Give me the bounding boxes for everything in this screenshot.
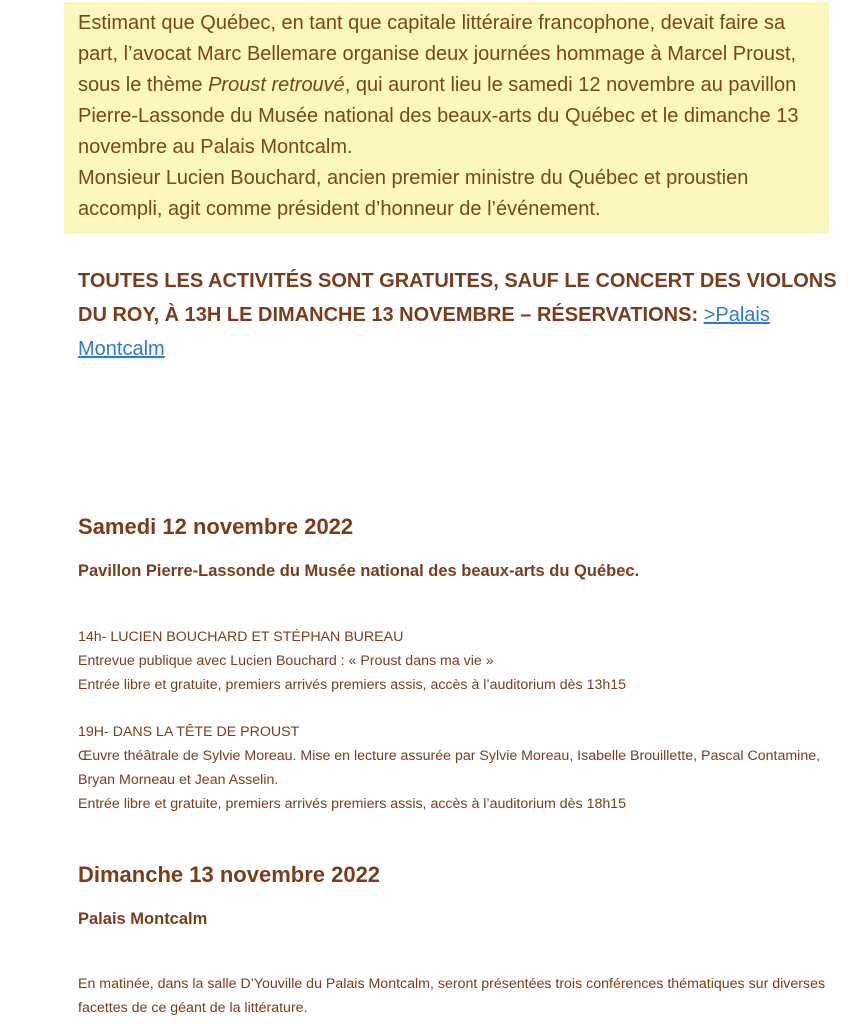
event-description: Œuvre théâtrale de Sylvie Moreau. Mise en lecture assurée par Sylvie Moreau, Isabelle Brouillette, Pascal Contamine, Bryan Morneau et Jean Asselin. — [78, 748, 821, 788]
saturday-venue: Pavillon Pierre-Lassonde du Musée national des beaux-arts du Québec. — [78, 562, 640, 580]
saturday-title: Samedi 12 novembre 2022 — [78, 514, 354, 539]
sunday-venue: Palais Montcalm — [78, 910, 208, 928]
event-heading: 19H- DANS LA TÊTE DE PROUST — [78, 724, 300, 740]
intro-theme: Proust retrouvé — [208, 74, 345, 96]
event-heading: 14h- LUCIEN BOUCHARD ET STÉPHAN BUREAU — [78, 629, 404, 645]
intro-text — [78, 8, 828, 225]
intro-part2: , qui auront lieu le samedi 12 novembre au pavillon Pierre-Lassonde du Musée national des beaux-arts du Québec et le dimanche 13 novembre au Palais Montcalm. — [78, 74, 799, 158]
event-description: Entrevue publique avec Lucien Bouchard : « Proust dans ma vie » — [78, 653, 494, 669]
intro-honorary-president: Monsieur Lucien Bouchard, ancien premier ministre du Québec et proustien accompli, agit comme président d’honneur de l’événement. — [78, 167, 749, 220]
free-activities-notice — [78, 264, 838, 366]
event-access: Entrée libre et gratuite, premiers arrivés premiers assis, accès à l’auditorium dès 18h15 — [78, 796, 627, 812]
sunday-title: Dimanche 13 novembre 2022 — [78, 862, 381, 887]
notice-text: TOUTES LES ACTIVITÉS SONT GRATUITES, SAUF LE CONCERT DES VIOLONS DU ROY, À 13H LE DIMANCHE 13 NOVEMBRE – RÉSERVATIONS: — [78, 270, 837, 326]
saturday-event-1 — [78, 625, 838, 697]
saturday-event-2 — [78, 720, 838, 816]
event-access: Entrée libre et gratuite, premiers arrivés premiers assis, accès à l’auditorium dès 13h15 — [78, 677, 627, 693]
intro-paragraph — [78, 8, 828, 163]
sunday-paragraph: En matinée, dans la salle D’Youville du Palais Montcalm, seront présentées trois conférences thématiques sur diverses facettes de ce géant de la littérature. — [78, 976, 826, 1016]
intro-part1: Estimant que Québec, en tant que capitale littéraire francophone, devait faire sa part, l’avocat Marc Bellemare organise deux journées hommage à Marcel Proust, sous le thème — [78, 12, 797, 96]
palais-montcalm-link[interactable]: >Palais Montcalm — [78, 304, 770, 360]
